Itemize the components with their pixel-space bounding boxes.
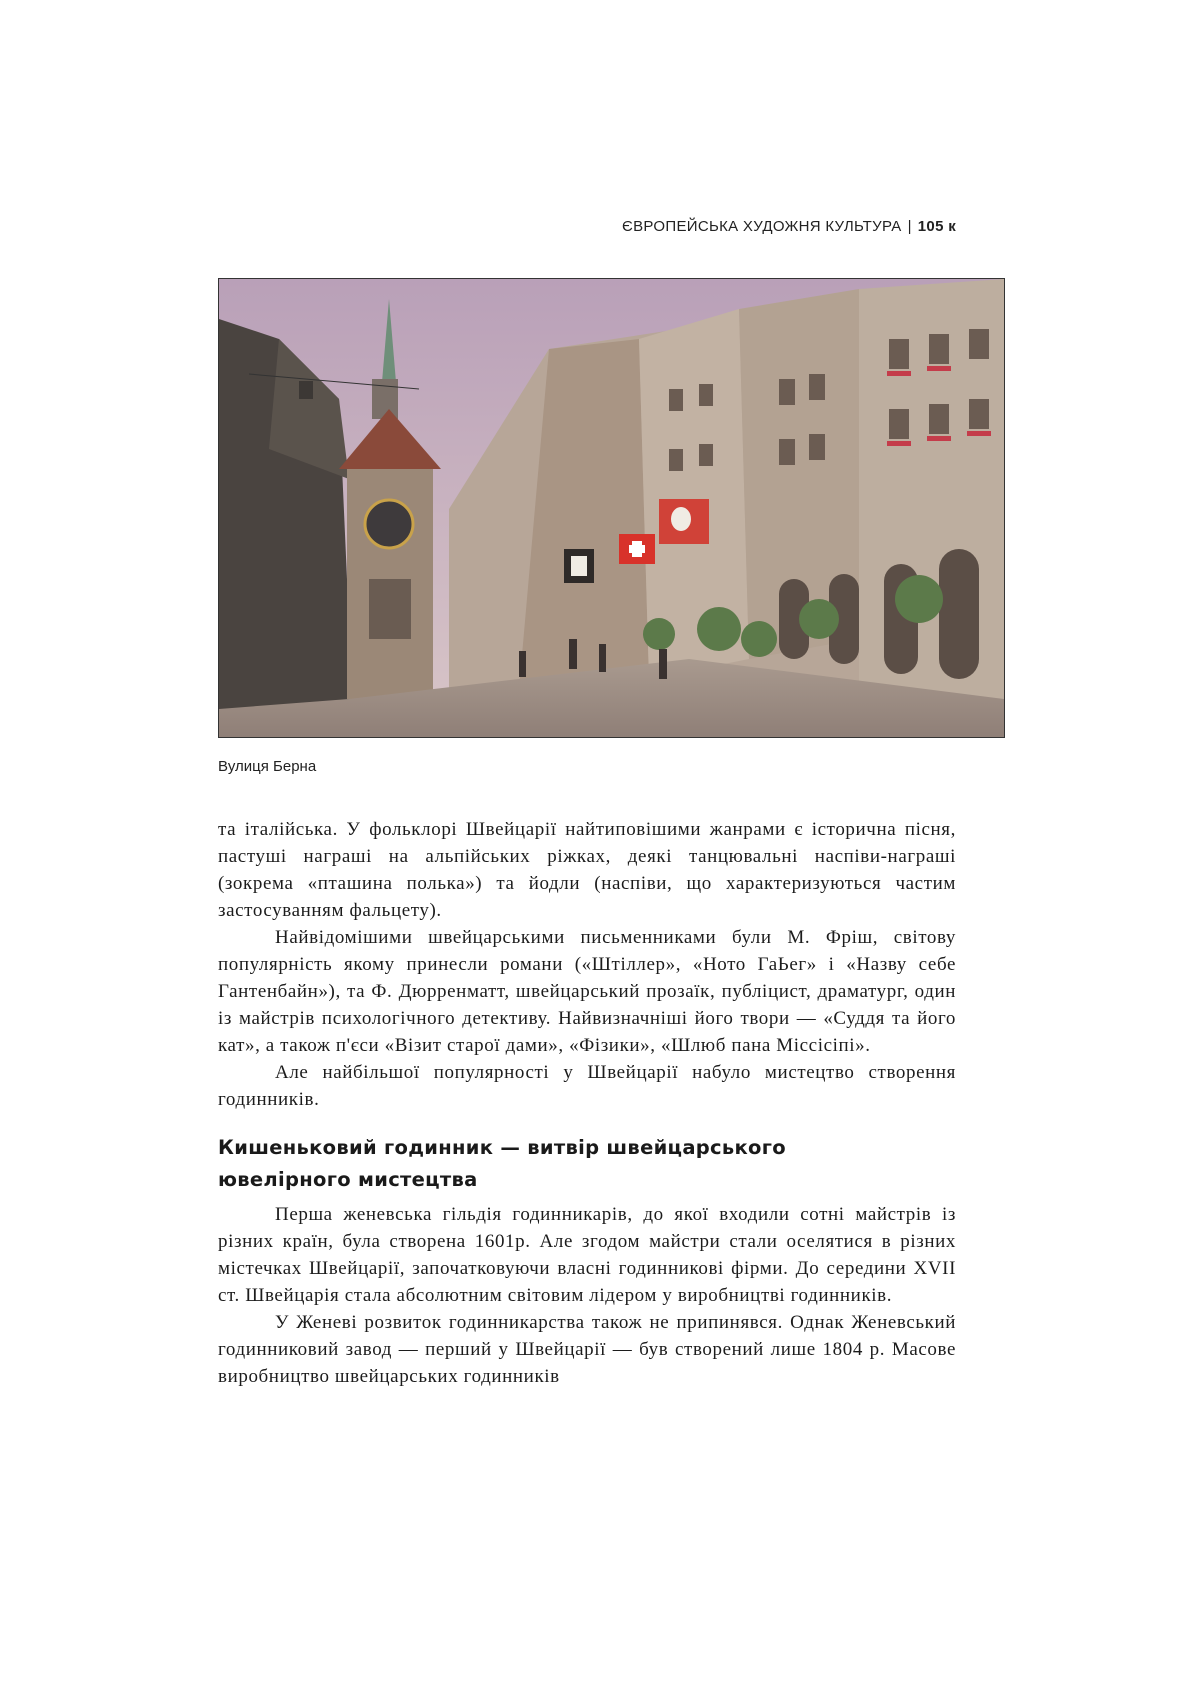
section-heading-line-1: Кишеньковий годинник — витвір швейцарського (218, 1136, 786, 1159)
bern-street-photo (218, 278, 1005, 738)
paragraph-5: У Женеві розвиток годинникарства також не припинявся. Однак Женевський годинниковий завод — перший у Швейцарії — був створений лише 1804 р. Масове виробництво швейцарських годинників (218, 1312, 956, 1387)
section-heading (218, 1132, 956, 1196)
paragraph-2: Найвідомішими швейцарськими письменниками були М. Фріш, світову популярність якому принесли романи («Штіллер», «Ното ГаЬег» і «Назву себе Гантенбайн»), та Ф. Дюрренматт, швейцарський прозаїк, публіцист, драматург, один із майстрів психологічного детективу. Найвизначніші його твори — «Суддя та його кат», а також п'єси «Візит старої дами», «Фізики», «Шлюб пана Міссісіпі». (218, 927, 956, 1056)
text-block-1 (218, 816, 956, 1113)
section-heading-line-2: ювелірного мистецтва (218, 1168, 478, 1191)
text-block-2 (218, 1201, 956, 1390)
paragraph-4: Перша женевська гільдія годинникарів, до якої входили сотні майстрів із різних країн, була створена 1601р. Але згодом майстри стали оселятися в різних містечках Швейцарії, започатковуючи власні годинникові фірми. До середини XVII ст. Швейцарія стала абсолютним світовим лідером у виробництві годинників. (218, 1204, 956, 1306)
paragraph-3: Але найбільшої популярності у Швейцарії набуло мистецтво створення годинників. (218, 1062, 956, 1110)
header-separator: | (907, 218, 912, 235)
page-number: 105 (917, 218, 944, 235)
running-title: ЄВРОПЕЙСЬКА ХУДОЖНЯ КУЛЬТУРА (622, 218, 902, 235)
paragraph-1: та італійська. У фольклорі Швейцарії найтиповішими жанрами є історична пісня, пастуші награші на альпійських ріжках, деякі танцювальні наспіви-награші (зокрема «пташина полька») та йодли (наспіви, що характеризуються частим застосуванням фальцету). (218, 819, 956, 921)
running-header (622, 218, 956, 235)
figure-caption: Вулиця Берна (218, 758, 317, 775)
page-suffix: к (948, 218, 956, 235)
street-scene-illustration (219, 279, 1004, 737)
